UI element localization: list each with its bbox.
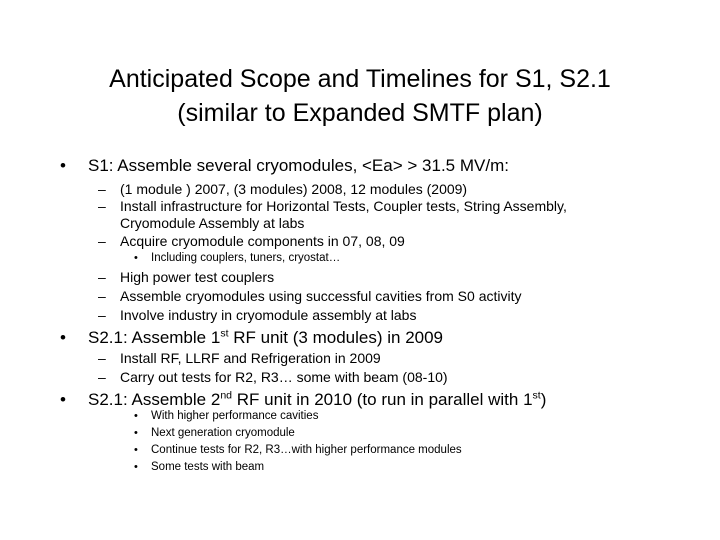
s2-heading-text: S2.1: Assemble 2 [88,390,221,409]
bullet-s2-4: • [134,461,138,473]
s1-heading: S1: Assemble several cryomodules, <Ea> > 31.5 MV/m: [88,156,509,175]
s1-item-modules: (1 module ) 2007, (3 modules) 2008, 12 modules (2009) [120,181,468,197]
s1-item-industry: Involve industry in cryomodule assembly at labs [120,307,417,323]
s2-heading-sup: nd [220,389,233,402]
s2-item-beam: Some tests with beam [151,461,265,473]
s2-heading-text-mid: RF unit in 2010 (to run in parallel with 1 [232,390,533,409]
s2-heading-sup-2: st [532,389,541,402]
slide-title-line-1: Anticipated Scope and Timelines for S1, S2.1 [109,65,611,93]
s1-item-components: Acquire cryomodule components in 07, 08, 09 [120,233,405,249]
s21-heading-text-end: RF unit (3 modules) in 2009 [228,328,444,347]
bullet-s1-sub: • [134,252,138,264]
bullet-s21: • [60,328,66,347]
dash-s1-1: – [98,181,106,197]
slide-title-line-2: (similar to Expanded SMTF plan) [177,99,543,127]
s2-heading [88,390,546,410]
dash-s1-6: – [98,307,106,323]
bullet-s2-1: • [134,410,138,422]
dash-s21-1: – [98,350,106,366]
dash-s1-3: – [98,233,106,249]
s2-heading-text-end: ) [540,390,547,409]
s21-heading-text: S2.1: Assemble 1 [88,328,221,347]
dash-s1-5: – [98,288,106,304]
s1-item-assemble: Assemble cryomodules using successful cavities from S0 activity [120,288,522,304]
bullet-s1: • [60,156,66,175]
s1-item-couplers: High power test couplers [120,269,275,285]
bullet-s2-3: • [134,444,138,456]
dash-s21-2: – [98,369,106,385]
s1-item-infrastructure: Install infrastructure for Horizontal Tests, Coupler tests, String Assembly, [120,198,567,214]
s2-item-cavities: With higher performance cavities [151,410,319,422]
s21-item-tests: Carry out tests for R2, R3… some with beam (08-10) [120,369,448,385]
s2-item-continue-tests: Continue tests for R2, R3…with higher performance modules [151,444,462,456]
s21-item-rf: Install RF, LLRF and Refrigeration in 2009 [120,350,381,366]
s1-subitem-couplers: Including couplers, tuners, cryostat… [151,252,341,264]
dash-s1-2: – [98,198,106,214]
s1-item-infrastructure-cont: Cryomodule Assembly at labs [120,215,305,231]
s2-item-cryomodule: Next generation cryomodule [151,427,295,439]
bullet-s2: • [60,390,66,409]
s21-heading-sup: st [220,327,229,340]
bullet-s2-2: • [134,427,138,439]
dash-s1-4: – [98,269,106,285]
s21-heading [88,328,443,348]
